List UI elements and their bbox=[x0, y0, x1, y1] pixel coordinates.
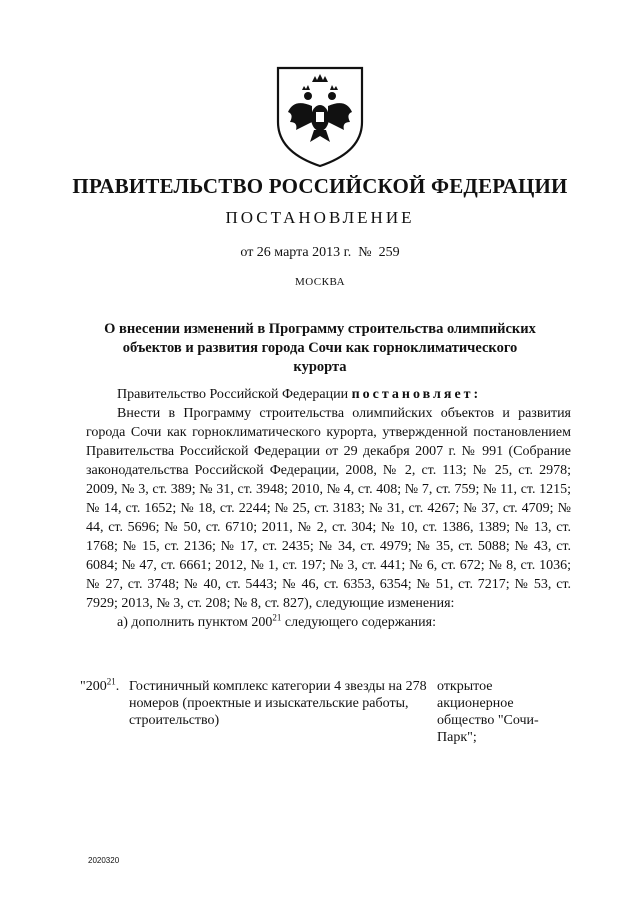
document-type: ПОСТАНОВЛЕНИЕ bbox=[225, 208, 415, 227]
date-and-number: от 26 марта 2013 г. № 259 bbox=[240, 245, 400, 260]
document-code: 2020320 bbox=[88, 856, 120, 865]
entry-description: Гостиничный комплекс категории 4 звезды на 278 номеров (проектные и изыскательские работы, строительство) bbox=[129, 679, 427, 728]
item-a bbox=[86, 613, 571, 632]
preamble bbox=[86, 385, 571, 404]
entry-number bbox=[80, 678, 119, 695]
entry-number-prefix: "200 bbox=[80, 679, 107, 694]
coat-of-arms-icon bbox=[272, 60, 368, 170]
government-title: ПРАВИТЕЛЬСТВО РОССИЙСКОЙ ФЕДЕРАЦИИ bbox=[72, 174, 568, 198]
entry-responsible-party: открытое акционерное общество "Сочи-Парк"; bbox=[437, 679, 539, 745]
city: МОСКВА bbox=[294, 276, 346, 288]
preamble-lead: Правительство Российской Федерации bbox=[117, 387, 349, 402]
item-a-prefix: а) дополнить пунктом 200 bbox=[117, 615, 273, 630]
subject-line-1: О внесении изменений в Программу строительства олимпийских bbox=[104, 321, 536, 337]
document-subject bbox=[100, 320, 540, 377]
preamble-verb: постановляет: bbox=[351, 387, 482, 402]
item-a-sup: 21 bbox=[272, 612, 282, 623]
entry-number-sup: 21 bbox=[106, 676, 116, 687]
entry-number-suffix: . bbox=[115, 679, 120, 694]
item-a-suffix: следующего содержания: bbox=[281, 615, 436, 630]
document-body bbox=[86, 385, 571, 632]
main-paragraph: Внести в Программу строительства олимпийских объектов и развития города Сочи как горноклиматического курорта, утвержденной постановлением Правительства Российской Федерации от 29 декабря 2007 г. № 991 (Собрание законодательства Российской Федерации, 2008, № 2, ст. 113; № 25, ст. 2978; 2009, № 3, ст. 389; № 31, ст. 3948; 2010, № 4, ст. 408; № 7, ст. 759; № 11, ст. 1215; № 14, ст. 1652; № 18, ст. 2244; № 25, ст. 3183; № 31, ст. 4267; № 37, ст. 4709; № 44, ст. 5696; № 50, ст. 6710; 2011, № 2, ст. 304; № 10, ст. 1386, 1389; № 13, ст. 1768; № 15, ст. 2136; № 17, ст. 2435; № 34, ст. 4979; № 35, ст. 5088; № 43, ст. 6084; № 47, ст. 6661; 2012, № 1, ст. 197; № 3, ст. 441; № 6, ст. 672; № 8, ст. 1036; № 27, ст. 3748; № 40, ст. 5443; № 46, ст. 6353, 6354; № 51, ст. 7217; № 53, ст. 7929; 2013, № 3, ст. 208; № 8, ст. 827), следующие изменения: bbox=[86, 406, 571, 611]
subject-line-2: объектов и развития города Сочи как горноклиматического курорта bbox=[122, 340, 518, 375]
